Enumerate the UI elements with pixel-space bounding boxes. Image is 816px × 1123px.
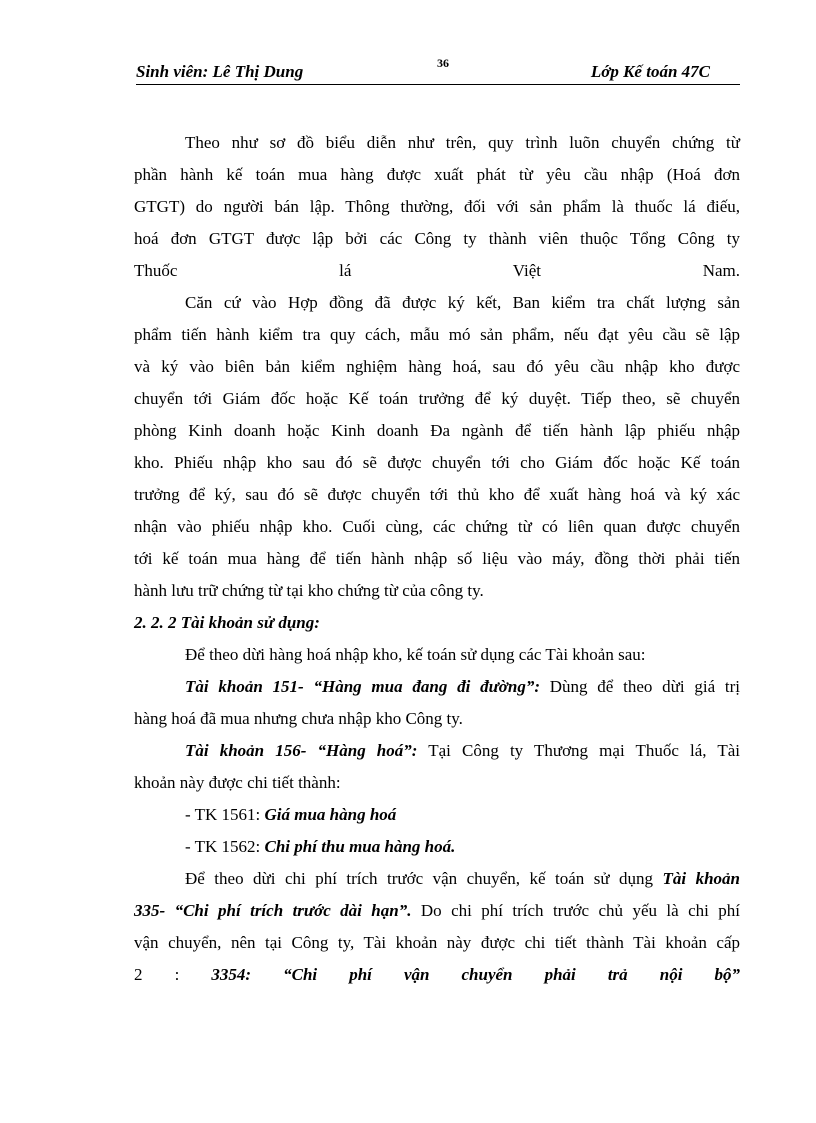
account-156-title: Tài khoản 156- “Hàng hoá”: (185, 741, 418, 760)
text-line: phần hành kế toán mua hàng được xuất phát từ yêu cầu nhập (Hoá đơn (134, 165, 740, 184)
class-name: Lớp Kế toán 47C (590, 62, 710, 81)
student-name: Sinh viên: Lê Thị Dung (136, 62, 304, 81)
document-body (134, 127, 740, 991)
paragraph-3: Để theo dừi hàng hoá nhập kho, kế toán sử dụng các Tài khoản sau: (185, 645, 646, 664)
paragraph-2 (134, 287, 740, 607)
paragraph-tk151 (134, 671, 740, 735)
text-line: Theo như sơ đồ biểu diễn như trên, quy trình luõn chuyển chứng từ (185, 133, 740, 152)
text-line (134, 959, 740, 991)
account-151-title: Tài khoản 151- “Hàng mua đang đi đường”: (185, 677, 540, 696)
account-3354-title: 3354: “Chi phí vận chuyển phải trả nội bộ” (211, 965, 740, 984)
text-line: trưởng để ký, sau đó sẽ được chuyển tới thủ kho để xuất hàng hoá và ký xác (134, 485, 740, 504)
tk1562-value: Chi phí thu mua hàng hoá. (264, 837, 456, 856)
text-line (134, 895, 740, 927)
list-item-tk1562 (134, 831, 740, 863)
tk335-intro: Để theo dừi chi phí trích trước vận chuyển, kế toán sử dụng (185, 869, 663, 888)
account-335-desc: Do chi phí trích trước chủ yếu là chi phí (411, 901, 740, 920)
tk1561-value: Giá mua hàng hoá (264, 805, 397, 824)
text-line (134, 671, 740, 703)
account-156-desc: Tại Công ty Thương mại Thuốc lá, Tài (417, 741, 740, 760)
text-line: Thuốc lá Việt Nam. (134, 261, 740, 280)
level-2-prefix: 2 : (134, 965, 212, 984)
text-line: kho. Phiếu nhập kho sau đó sẽ được chuyển tới cho Giám đốc hoặc Kế toán (134, 453, 740, 472)
list-item-tk1561 (134, 799, 740, 831)
paragraph-tk156 (134, 735, 740, 799)
section-heading: 2. 2. 2 Tài khoản sử dụng: (134, 613, 320, 632)
text-line: phẩm tiến hành kiểm tra quy cách, mẫu mó sản phẩm, nếu đạt yêu cầu sẽ lập (134, 325, 740, 344)
text-line: hàng hoá đã mua nhưng chưa nhập kho Công ty. (134, 709, 463, 728)
text-line: vận chuyển, nên tại Công ty, Tài khoản này được chi tiết thành Tài khoản cấp (134, 933, 740, 952)
text-line: phòng Kinh doanh hoặc Kinh doanh Đa ngành để tiến hành lập phiếu nhập (134, 421, 740, 440)
tk335-word: Tài khoản (662, 869, 740, 888)
text-line: hoá đơn GTGT được lập bởi các Công ty thành viên thuộc Tổng Công ty (134, 229, 740, 248)
text-line: khoản này được chi tiết thành: (134, 773, 341, 792)
text-line (134, 863, 740, 895)
account-335-title: 335- “Chi phí trích trước dài hạn”. (134, 901, 412, 920)
tk1562-label-text: - TK 1562: (185, 837, 265, 856)
paragraph-tk335 (134, 863, 740, 991)
text-line: nhận vào phiếu nhập kho. Cuối cùng, các chứng từ có liên quan được chuyển (134, 517, 740, 536)
paragraph-1 (134, 127, 740, 287)
text-line: Căn cứ vào Hợp đồng đã được ký kết, Ban kiểm tra chất lượng sản (185, 293, 740, 312)
tk1561-label-text: - TK 1561: (185, 805, 265, 824)
text-line (134, 735, 740, 767)
text-line: GTGT) do người bán lập. Thông thường, đối với sản phẩm là thuốc lá điếu, (134, 197, 740, 216)
text-line: hành lưu trữ chứng từ tại kho chứng từ của công ty. (134, 581, 484, 600)
text-line: và ký vào biên bản kiểm nghiệm hàng hoá, sau đó yêu cầu nhập kho được (134, 357, 740, 376)
page-header (136, 58, 740, 85)
page-number: 36 (437, 56, 449, 70)
account-151-desc: Dùng để theo dừi giá trị (540, 677, 740, 696)
text-line: chuyển tới Giám đốc hoặc Kế toán trưởng để ký duyệt. Tiếp theo, sẽ chuyển (134, 389, 740, 408)
text-line: tới kế toán mua hàng để tiến hành nhập số liệu vào máy, đồng thời phải tiến (134, 549, 740, 568)
